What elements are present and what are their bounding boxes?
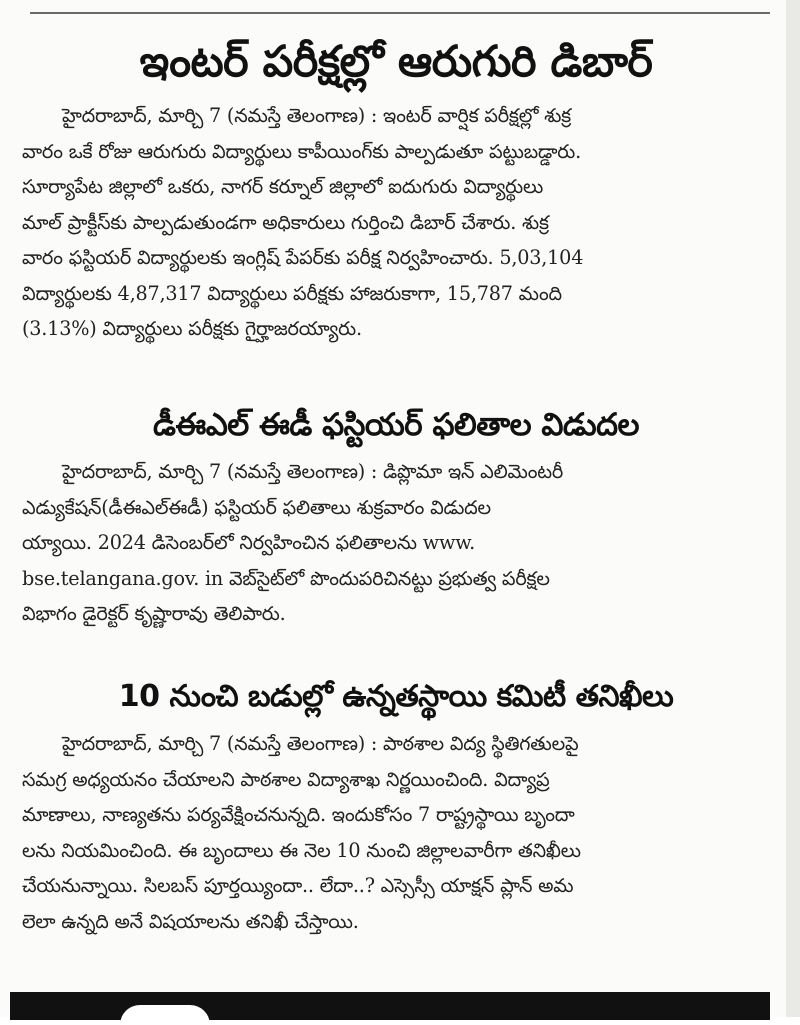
article-body-line: లను నియమించింది. ఈ బృందాలు ఈ నెల 10 నుంచి జిల్లాలవారీగా తనిఖీలు bbox=[22, 838, 581, 862]
article-body-line: సమగ్ర అధ్యయనం చేయాలని పాఠశాల విద్యాశాఖ నిర్ణయించింది. విద్యాప్ర bbox=[22, 767, 550, 791]
article-body-line: మాల్ ప్రాక్టీస్‌కు పాల్పడుతుండగా అధికారులు గుర్తించి డిబార్ చేశారు. శుక్ర bbox=[22, 210, 549, 234]
article-body bbox=[22, 726, 770, 939]
article-body-line: విభాగం డైరెక్టర్ కృష్ణారావు తెలిపారు. bbox=[22, 602, 286, 625]
article-body-line: హైదరాబాద్, మార్చి 7 (నమస్తే తెలంగాణ) : పాఠశాల విద్య స్థితిగతులపై bbox=[62, 732, 579, 755]
article-body-line: సూర్యాపేట జిల్లాలో ఒకరు, నాగర్ కర్నూల్ జిల్లాలో ఐదుగురు విద్యార్థులు bbox=[22, 175, 544, 198]
article-body-line: వారం ఒకే రోజు ఆరుగురు విద్యార్థులు కాపీయింగ్‌కు పాల్పడుతూ పట్టుబడ్డారు. bbox=[22, 139, 582, 163]
article-school-inspections bbox=[22, 672, 770, 939]
article-body-line: హైదరాబాద్, మార్చి 7 (నమస్తే తెలంగాణ) : ఇంటర్ వార్షిక పరీక్షల్లో శుక్ర bbox=[62, 104, 571, 127]
article-body-line: bse.telangana.gov. in వెబ్‌సైట్‌లో పొందుపరిచినట్టు ప్రభుత్వ పరీక్షల bbox=[22, 566, 550, 590]
banner-graphic-fragment bbox=[120, 1005, 210, 1025]
article-body-line: విద్యార్థులకు 4,87,317 విద్యార్థులు పరీక్షకు హాజరుకాగా, 15,787 మంది bbox=[22, 281, 562, 305]
article-body-line: వారం ఫస్టియర్ విద్యార్థులకు ఇంగ్లిష్ పేపర్‌కు పరీక్ష నిర్వహించారు. 5,03,104 bbox=[22, 246, 584, 269]
article-body-line: ఎడ్యుకేషన్(డీఈఎల్ఈడీ) ఫస్టియర్ ఫలితాలు శుక్రవారం విడుదల bbox=[22, 495, 491, 519]
article-body-line: మాణాలు, నాణ్యతను పర్యవేక్షించనున్నది. ఇందుకోసం 7 రాష్ట్రస్థాయి బృందా bbox=[22, 803, 575, 826]
article-body bbox=[22, 454, 770, 632]
article-inter-exams bbox=[22, 30, 770, 347]
top-divider-rule bbox=[30, 12, 770, 14]
article-headline: ఇంటర్ పరీక్షల్లో ఆరుగురి డిబార్ bbox=[139, 37, 653, 87]
article-body-line: య్యాయి. 2024 డిసెంబర్‌లో నిర్వహించిన ఫలితాలను www. bbox=[22, 531, 476, 554]
article-body-line: హైదరాబాద్, మార్చి 7 (నమస్తే తెలంగాణ) : డిప్లొమా ఇన్ ఎలిమెంటరీ bbox=[62, 460, 564, 483]
article-body-line: చేయనున్నాయి. సిలబస్ పూర్తయ్యిందా.. లేదా..? ఎస్సెస్సీ యాక్షన్ ప్లాన్ అమ bbox=[22, 874, 574, 897]
next-article-banner-edge bbox=[10, 992, 770, 1020]
page-edge bbox=[786, 0, 800, 1017]
article-headline: డీఈఎల్ ఈడీ ఫస్టియర్ ఫలితాల విడుదల bbox=[153, 407, 639, 443]
article-deled-results bbox=[22, 400, 770, 632]
article-headline: 10 నుంచి బడుల్లో ఉన్నతస్థాయి కమిటీ తనిఖీలు bbox=[118, 679, 674, 714]
article-body bbox=[22, 98, 770, 347]
article-body-line: (3.13%) విద్యార్థులు పరీక్షకు గైర్హాజరయ్యారు. bbox=[22, 317, 362, 340]
article-body-line: లెలా ఉన్నది అనే విషయాలను తనిఖీ చేస్తాయి. bbox=[22, 909, 359, 933]
